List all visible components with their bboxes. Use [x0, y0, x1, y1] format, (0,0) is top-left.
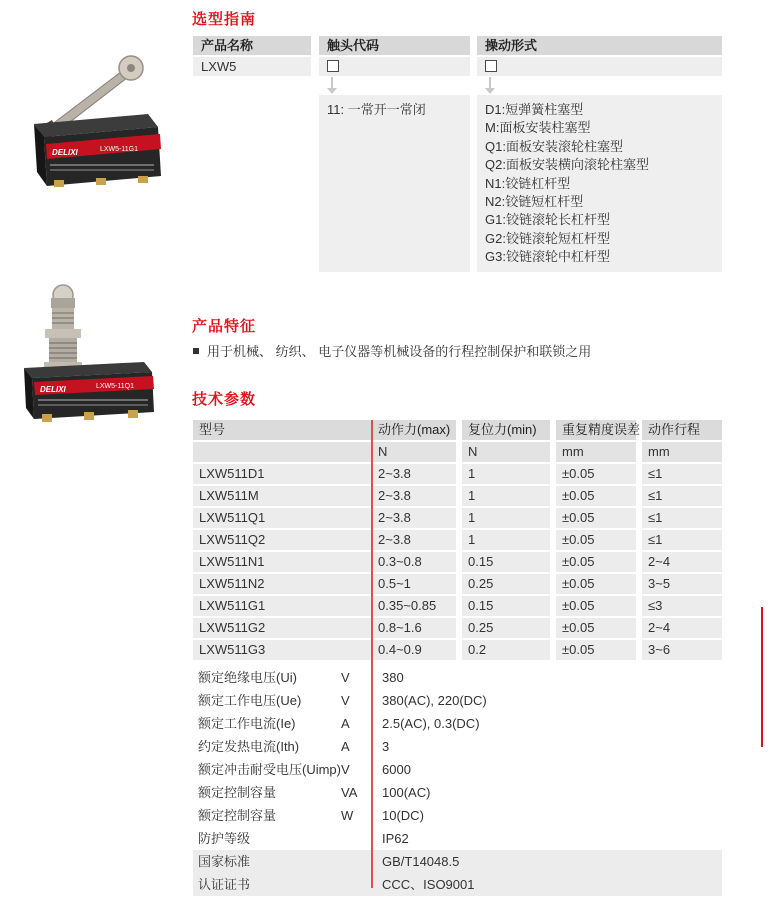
tech-cell: LXW511G3: [193, 640, 372, 660]
roller-axle: [127, 64, 135, 72]
section-title-selection-guide: 选型指南: [192, 11, 257, 28]
tech-cell: 0.5~1: [372, 574, 456, 594]
plunger-neck: [52, 308, 74, 330]
tech-cell: LXW511G1: [193, 596, 372, 616]
tech-cell: 0.25: [462, 574, 550, 594]
param-row: [193, 781, 722, 804]
tech-cell: 0.15: [462, 596, 550, 616]
product-image-roller-plunger-switch: [10, 282, 170, 428]
param-unit: V: [341, 670, 350, 685]
param-value: 3: [382, 739, 390, 754]
tech-header-row: [193, 420, 722, 440]
tech-data-row: [193, 508, 722, 528]
operation-form-checkbox[interactable]: [485, 60, 497, 72]
tech-cell: 0.2: [462, 640, 550, 660]
page-margin-red-line: [761, 607, 763, 747]
tech-data-row: [193, 640, 722, 660]
spec-line: [38, 404, 148, 406]
column-header-contact-code: 触头代码: [319, 36, 470, 55]
contact-code-options-box: [319, 95, 470, 272]
tech-cell: ±0.05: [556, 574, 636, 594]
contact-code-checkbox[interactable]: [327, 60, 339, 72]
bullet-square-icon: [193, 348, 199, 354]
terminal: [138, 176, 148, 183]
column-header-operation-form: 操动形式: [477, 36, 722, 55]
hex-collar: [45, 329, 81, 338]
param-unit: [341, 827, 371, 850]
tech-data-row: [193, 552, 722, 572]
tech-cell: ±0.05: [556, 596, 636, 616]
tech-cell: 1: [462, 486, 550, 506]
param-value: CCC、ISO9001: [382, 877, 475, 892]
param-row: [193, 735, 722, 758]
param-value: 10(DC): [382, 808, 424, 823]
param-value: 100(AC): [382, 785, 431, 800]
param-unit: V: [341, 693, 350, 708]
tech-cell: 1: [462, 464, 550, 484]
tech-cell: ±0.05: [556, 618, 636, 638]
tech-cell: 1: [462, 508, 550, 528]
param-label: 额定控制容量: [198, 808, 277, 823]
brand-logo-text: DELIXI: [40, 385, 66, 394]
arrow-down-icon: [485, 77, 495, 95]
operation-form-option: G1:铰链滚轮长杠杆型: [485, 212, 610, 228]
tech-cell: LXW511Q2: [193, 530, 372, 550]
param-row: [193, 850, 722, 873]
param-label: 认证证书: [198, 877, 251, 892]
tech-cell: ≤1: [642, 486, 722, 506]
tech-cell: ±0.05: [556, 486, 636, 506]
tech-cell: LXW511N2: [193, 574, 372, 594]
tech-data-row: [193, 486, 722, 506]
tech-cell: 3~6: [642, 640, 722, 660]
param-row: [193, 758, 722, 781]
param-label: 额定工作电压(Ue): [198, 693, 302, 708]
tech-cell: 2~4: [642, 552, 722, 572]
operation-form-option: N1:铰链杠杆型: [485, 175, 571, 191]
tech-cell: ≤1: [642, 508, 722, 528]
tech-unit-header: N: [462, 442, 550, 462]
tech-cell: 2~3.8: [372, 530, 456, 550]
operation-form-cell: [477, 57, 722, 76]
tech-cell: 2~3.8: [372, 464, 456, 484]
tech-unit-header: [193, 442, 372, 462]
param-row: [193, 712, 722, 735]
param-label: 约定发热电流(Ith): [198, 739, 300, 754]
tech-col-header: 动作行程: [642, 420, 722, 440]
tech-col-header: 型号: [193, 420, 372, 440]
param-unit: [341, 850, 371, 873]
section-title-tech-params: 技术参数: [192, 391, 257, 408]
terminal: [96, 178, 106, 185]
param-label: 额定控制容量: [198, 785, 277, 800]
spec-line: [50, 169, 154, 171]
param-label: 额定工作电流(Ie): [198, 716, 296, 731]
param-row: [193, 873, 722, 896]
tech-unit-row: [193, 442, 722, 462]
tech-cell: ±0.05: [556, 530, 636, 550]
tech-cell: 1: [462, 530, 550, 550]
tech-cell: ±0.05: [556, 640, 636, 660]
tech-cell: ≤3: [642, 596, 722, 616]
param-unit: A: [341, 716, 350, 731]
tech-cell: 0.8~1.6: [372, 618, 456, 638]
param-label: 额定冲击耐受电压(Uimp): [198, 762, 341, 777]
tech-data-row: [193, 596, 722, 616]
param-row: [193, 666, 722, 689]
param-unit: W: [341, 808, 354, 823]
tech-cell: LXW511N1: [193, 552, 372, 572]
spec-line: [50, 164, 154, 166]
param-row: [193, 827, 722, 850]
feature-text: 用于机械、 纺织、 电子仪器等机械设备的行程控制保护和联锁之用: [207, 344, 592, 359]
operation-form-options-box: [477, 95, 722, 272]
tech-data-row: [193, 530, 722, 550]
param-value: 380: [382, 670, 404, 685]
terminal: [42, 414, 52, 422]
tech-spec-table: [193, 420, 722, 662]
param-unit: A: [341, 739, 350, 754]
tech-cell: 0.3~0.8: [372, 552, 456, 572]
tech-unit-header: N: [372, 442, 456, 462]
param-row: [193, 804, 722, 827]
param-value: 2.5(AC), 0.3(DC): [382, 716, 480, 731]
param-unit: VA: [341, 785, 358, 800]
param-value: GB/T14048.5: [382, 854, 460, 869]
terminal: [128, 410, 138, 418]
column-header-product-name: 产品名称: [193, 36, 311, 55]
tech-unit-header: mm: [556, 442, 636, 462]
tech-cell: 0.25: [462, 618, 550, 638]
param-label: 国家标准: [198, 854, 251, 869]
param-label: 防护等级: [198, 831, 251, 846]
tech-cell: 0.35~0.85: [372, 596, 456, 616]
operation-form-option: G2:铰链滚轮短杠杆型: [485, 230, 610, 246]
rating-params-list: [193, 666, 722, 896]
tech-col-header: 重复精度误差: [556, 420, 636, 440]
product-image-lever-roller-switch: [8, 28, 180, 188]
tech-cell: ≤1: [642, 464, 722, 484]
tech-cell: 2~4: [642, 618, 722, 638]
terminal: [84, 412, 94, 420]
param-value: 6000: [382, 762, 411, 777]
tech-data-row: [193, 574, 722, 594]
operation-form-option: Q2:面板安装横向滚轮柱塞型: [485, 157, 649, 173]
tech-cell: ≤1: [642, 530, 722, 550]
product-name-value: LXW5: [193, 57, 311, 76]
operation-form-option: G3:铰链滚轮中杠杆型: [485, 249, 610, 265]
tech-unit-header: mm: [642, 442, 722, 462]
roller-bracket: [51, 298, 75, 308]
tech-cell: 0.15: [462, 552, 550, 572]
tech-cell: 2~3.8: [372, 486, 456, 506]
tech-cell: 3~5: [642, 574, 722, 594]
param-label: 额定绝缘电压(Ui): [198, 670, 297, 685]
feature-item: [193, 341, 591, 360]
tech-cell: LXW511D1: [193, 464, 372, 484]
tech-cell: ±0.05: [556, 464, 636, 484]
tech-data-row: [193, 464, 722, 484]
contact-code-option: 11: 一常开一常闭: [327, 102, 426, 117]
terminal: [54, 180, 64, 187]
tech-cell: 0.4~0.9: [372, 640, 456, 660]
contact-code-cell: [319, 57, 470, 76]
tech-col-header: 复位力(min): [462, 420, 550, 440]
tech-cell: 2~3.8: [372, 508, 456, 528]
tech-cell: ±0.05: [556, 508, 636, 528]
tech-col-header: 动作力(max): [372, 420, 456, 440]
operation-form-option: D1:短弹簧柱塞型: [485, 102, 584, 117]
brand-logo-text: DELIXI: [52, 148, 78, 157]
model-text: LXW5-11G1: [100, 146, 138, 153]
operation-form-option: Q1:面板安装滚轮柱塞型: [485, 138, 623, 154]
tech-cell: LXW511M: [193, 486, 372, 506]
arrow-down-icon: [327, 77, 337, 95]
operation-form-option: N2:铰链短杠杆型: [485, 194, 584, 210]
table-red-divider: [371, 420, 373, 888]
tech-cell: LXW511Q1: [193, 508, 372, 528]
model-text: LXW5-11Q1: [96, 383, 134, 390]
param-value: 380(AC), 220(DC): [382, 693, 487, 708]
spec-line: [38, 399, 148, 401]
tech-cell: LXW511G2: [193, 618, 372, 638]
section-title-features: 产品特征: [192, 318, 257, 335]
threaded-shaft: [49, 338, 77, 364]
param-unit: [341, 873, 371, 896]
tech-cell: ±0.05: [556, 552, 636, 572]
param-unit: V: [341, 762, 350, 777]
operation-form-option: M:面板安装柱塞型: [485, 120, 591, 136]
param-row: [193, 689, 722, 712]
tech-data-row: [193, 618, 722, 638]
param-value: IP62: [382, 831, 409, 846]
